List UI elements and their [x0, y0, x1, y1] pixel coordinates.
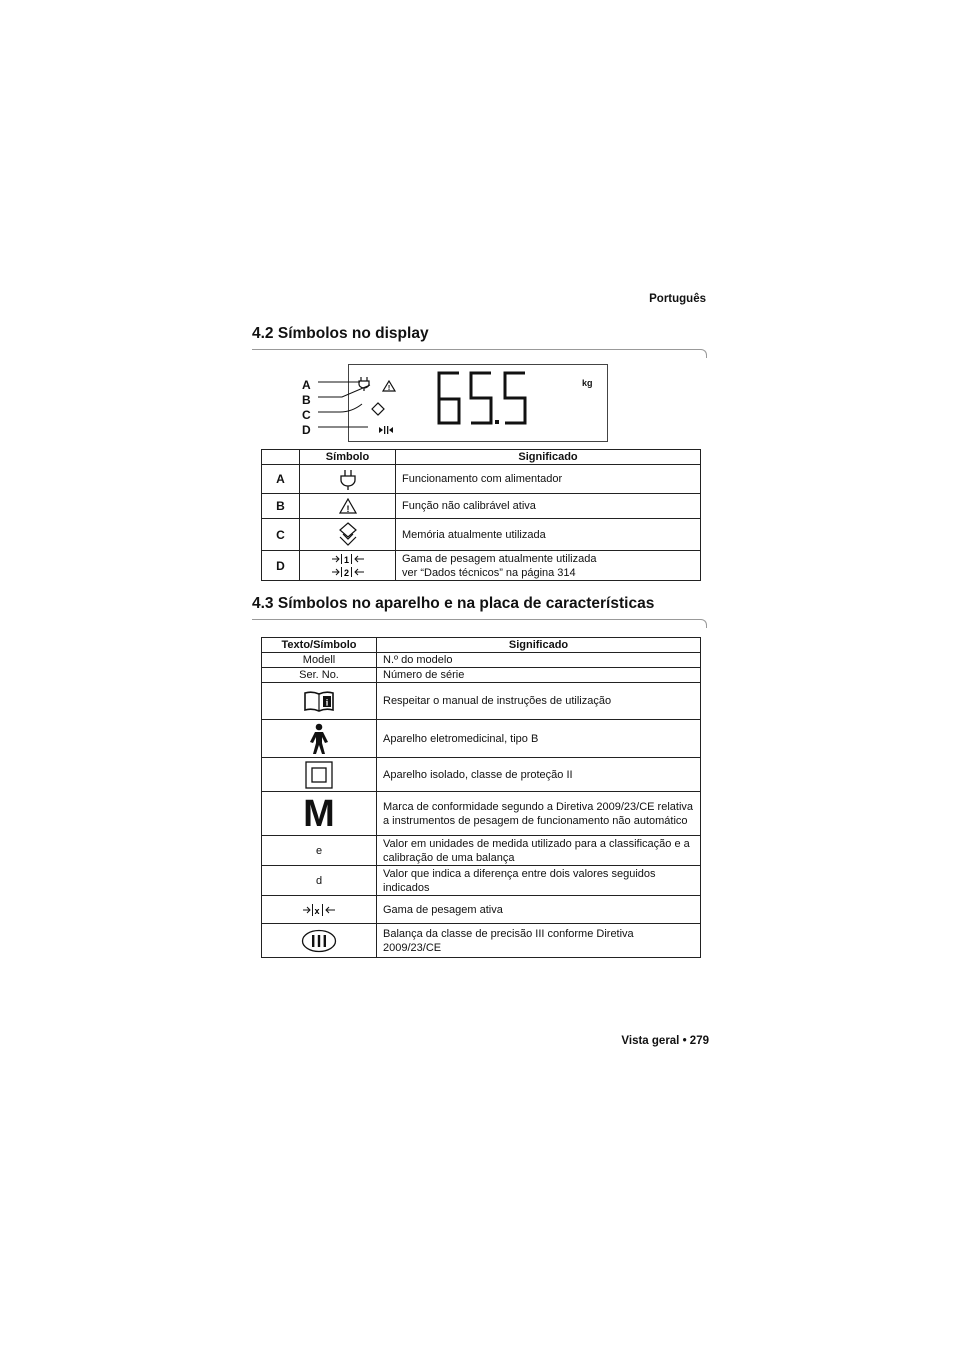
symbol-cell: [300, 494, 396, 519]
symbol-cell: [262, 683, 377, 720]
table-row: [262, 896, 701, 924]
row-meaning: Valor que indica a diferença entre dois valores seguidos indicados: [377, 866, 701, 896]
row-meaning-line: ver “Dados técnicos” na página 314: [402, 566, 576, 579]
svg-text:!: !: [387, 385, 391, 392]
row-meaning: Memória atualmente utilizada: [396, 519, 701, 551]
symbol-cell: [262, 924, 377, 958]
row-meaning-line: Gama de pesagem atualmente utilizada: [402, 552, 597, 565]
section-divider: [252, 619, 701, 620]
row-meaning: Balança da classe de precisão III conforme Diretiva 2009/23/CE: [377, 924, 701, 958]
table-header-cell: [262, 450, 300, 465]
svg-text:i: i: [325, 697, 329, 708]
section-4-2-title: 4.2 Símbolos no display: [252, 325, 429, 342]
memory-diamond-icon: [335, 521, 361, 549]
display-leader-lines: [312, 370, 382, 442]
table-header-cell: Significado: [377, 638, 701, 653]
weighing-range-x-icon: [302, 903, 336, 917]
table-row: [262, 924, 701, 958]
display-reading-65-5: [439, 373, 525, 424]
row-meaning: Valor em unidades de medida utilizado para a classificação e a calibração de uma balança: [377, 836, 701, 866]
table-header-cell: Significado: [396, 450, 701, 465]
warning-triangle-icon: [339, 498, 357, 514]
table-row: [262, 653, 701, 668]
symbol-text: e: [262, 836, 377, 866]
symbol-text: d: [262, 866, 377, 896]
row-meaning: Respeitar o manual de instruções de utilização: [377, 683, 701, 720]
protection-class-ii-icon: [305, 761, 333, 789]
table-header-row: [262, 638, 701, 653]
language-label: Português: [649, 293, 706, 305]
table-row: [262, 866, 701, 896]
symbol-cell: [300, 551, 396, 581]
table-row: [262, 836, 701, 866]
table-header-cell: Texto/Símbolo: [262, 638, 377, 653]
table-row: [262, 465, 701, 494]
svg-text:!: !: [346, 504, 349, 514]
table-row: [262, 494, 701, 519]
row-key: D: [262, 551, 300, 581]
conformity-m-mark: M: [262, 792, 377, 836]
warning-triangle-icon: [383, 381, 395, 392]
section-divider-end: [700, 619, 707, 628]
row-meaning: Funcionamento com alimentador: [396, 465, 701, 494]
row-key: A: [262, 465, 300, 494]
symbol-cell: [262, 896, 377, 924]
symbol-cell: [300, 465, 396, 494]
plug-icon: [337, 468, 359, 490]
table-row: [262, 551, 701, 581]
display-symbols-table: [261, 449, 701, 581]
symbol-cell: [262, 758, 377, 792]
table-row: [262, 720, 701, 758]
table-row: [262, 668, 701, 683]
display-label-b: B: [302, 393, 311, 407]
row-meaning: Marca de conformidade segundo a Diretiva 2009/23/CE relativa a instrumentos de pesagem de funcionamento não automático: [377, 792, 701, 836]
symbol-text: Modell: [262, 653, 377, 668]
svg-text:x: x: [314, 905, 320, 916]
row-key: C: [262, 519, 300, 551]
display-segments: [349, 365, 607, 441]
table-row: [262, 792, 701, 836]
svg-text:2: 2: [343, 567, 349, 578]
symbol-text: Ser. No.: [262, 668, 377, 683]
device-symbols-table: [261, 637, 701, 958]
row-meaning: [396, 551, 701, 581]
accuracy-class-iii-icon: [301, 929, 337, 953]
row-meaning: Aparelho isolado, classe de proteção II: [377, 758, 701, 792]
weighing-range-12-icon: [331, 553, 365, 579]
display-label-a: A: [302, 378, 311, 392]
scale-display: [348, 364, 608, 442]
section-divider-end: [700, 349, 707, 358]
row-key: B: [262, 494, 300, 519]
row-meaning: Aparelho eletromedicinal, tipo B: [377, 720, 701, 758]
row-meaning: Gama de pesagem ativa: [377, 896, 701, 924]
section-4-3-title: 4.3 Símbolos no aparelho e na placa de características: [252, 595, 655, 612]
manual-book-icon: [303, 690, 335, 712]
table-row: [262, 683, 701, 720]
table-header-row: [262, 450, 701, 465]
symbol-cell: [300, 519, 396, 551]
section-divider: [252, 349, 701, 350]
svg-text:1: 1: [343, 554, 349, 565]
row-meaning: Número de série: [377, 668, 701, 683]
type-b-person-icon: [308, 723, 330, 755]
table-row: [262, 758, 701, 792]
row-meaning: Função não calibrável ativa: [396, 494, 701, 519]
display-label-c: C: [302, 408, 311, 422]
display-unit: kg: [582, 378, 593, 388]
table-header-cell: Símbolo: [300, 450, 396, 465]
display-label-d: D: [302, 423, 311, 437]
symbol-cell: [262, 720, 377, 758]
page-footer: Vista geral • 279: [621, 1035, 709, 1047]
table-row: [262, 519, 701, 551]
row-meaning: N.º do modelo: [377, 653, 701, 668]
